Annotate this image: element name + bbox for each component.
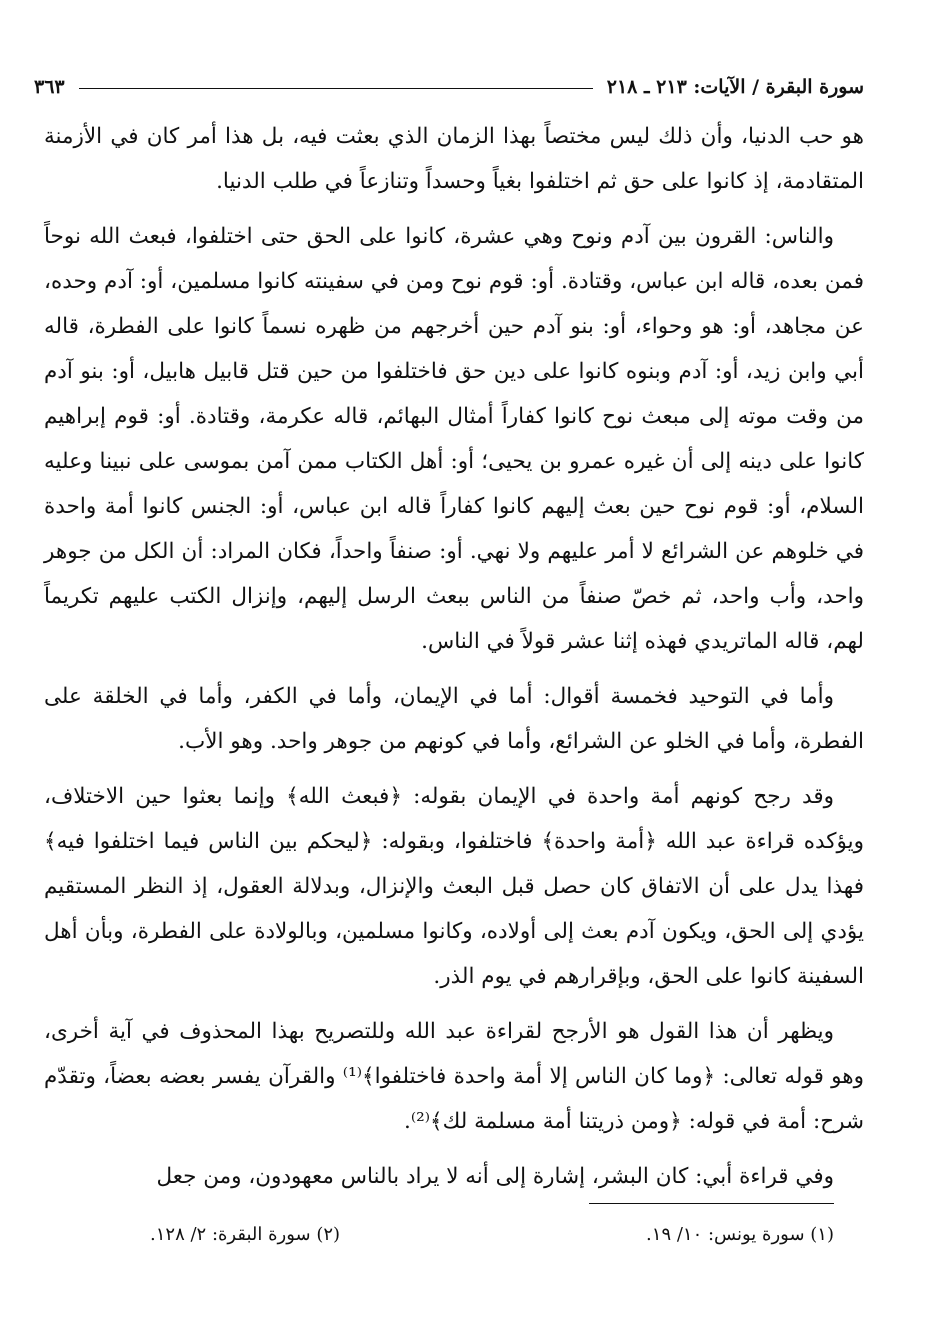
paragraph: وقد رجح كونهم أمة واحدة في الإيمان بقوله: ﴿فبعث الله﴾ وإنما بعثوا حين الاختلاف، ويؤكده قراءة عبد الله ﴿أمة واحدة﴾ فاختلفوا، وبقوله: ﴿ليحكم بين الناس فيما اختلفوا فيه﴾ فهذا يدل على أن الاتفاق كان حصل قبل البعث والإنزال، وبدلالة العقول، إذ النظر المستقيم يؤدي إلى الحق، ويكون آدم بعث إلى أولاده، وكانوا مسلمين، وبالولادة على الفطرة، وبأن أهل السفينة كانوا على الحق، وبإقرارهم في يوم الذر. [44,784,864,989]
paragraph: والناس: القرون بين آدم ونوح وهي عشرة، كانوا على الحق حتى اختلفوا، فبعث الله نوحاً فمن بعده، قاله ابن عباس، وقتادة. أو: قوم نوح ومن في سفينته كانوا مسلمين، أو: آدم وحده، عن مجاهد، أو: هو وحواء، أو: بنو آدم حين أخرجهم من ظهره نسماً كانوا على الفطرة، قاله أبي وابن زيد، أو: آدم وبنوه كانوا على دين حق فاختلفوا من حين قتل قابيل هابيل، أو: بنو آدم من وقت موته إلى مبعث نوح كانوا كفاراً أمثال البهائم، قاله عكرمة، وقتادة. أو: قوم إبراهيم كانوا على دينه إلى أن غيره عمرو بن يحيى؛ أو: أهل الكتاب ممن آمن بموسى على نبينا وعليه السلام، أو: قوم نوح حين بعث إليهم كانوا كفاراً قاله ابن عباس، أو: الجنس كانوا أمة واحدة في خلوهم عن الشرائع لا أمر عليهم ولا نهي. أو: صنفاً واحداً، فكان المراد: أن الكل من جوهر واحد، وأب واحد، ثم خصّ صنفاً من الناس ببعث الرسل إليهم، وإنزال الكتب عليهم تكريماً لهم، قاله الماتريدي فهذه إثنا عشر قولاً في الناس. [44,224,864,654]
footnote: (٢) سورة البقرة: ٢/ ١٢٨. [150,1224,341,1245]
running-header [34,58,864,98]
header-title: سورة البقرة / الآيات: ٢١٣ ـ ٢١٨ [606,76,864,98]
footnote-separator [589,1203,834,1204]
page-number: ٣٦٣ [34,76,65,98]
paragraph: وفي قراءة أبي: كان البشر، إشارة إلى أنه لا يراد بالناس معهودون، ومن جعل [156,1164,834,1189]
footnote: (١) سورة يونس: ١٠/ ١٩. [646,1224,834,1245]
paragraph: وأما في التوحيد فخمسة أقوال: أما في الإيمان، وأما في الكفر، وأما في الخلقة على الفطرة، وأما في الخلو عن الشرائع، وأما في كونهم من جوهر واحد. وهو الأب. [44,684,864,754]
paragraph: ويظهر أن هذا القول هو الأرجح لقراءة عبد الله وللتصريح بهذا المحذوف في آية أخرى، وهو قوله تعالى: ﴿وما كان الناس إلا أمة واحدة فاختلفوا﴾⁽¹⁾ والقرآن يفسر بعضه بعضاً، وتقدّم شرح: أمة في قوله: ﴿ومن ذريتنا أمة مسلمة لك﴾⁽²⁾. [44,1019,865,1134]
header-rule [79,88,593,89]
paragraph: هو حب الدنيا، وأن ذلك ليس مختصاً بهذا الزمان الذي بعثت فيه، بل هذا أمر كان في الأزمنة المتقادمة، إذ كانوا على حق ثم اختلفوا بغياً وحسداً وتنازعاً في طلب الدنيا. [44,124,864,194]
footnotes [150,1224,834,1245]
main-text [44,114,864,1199]
